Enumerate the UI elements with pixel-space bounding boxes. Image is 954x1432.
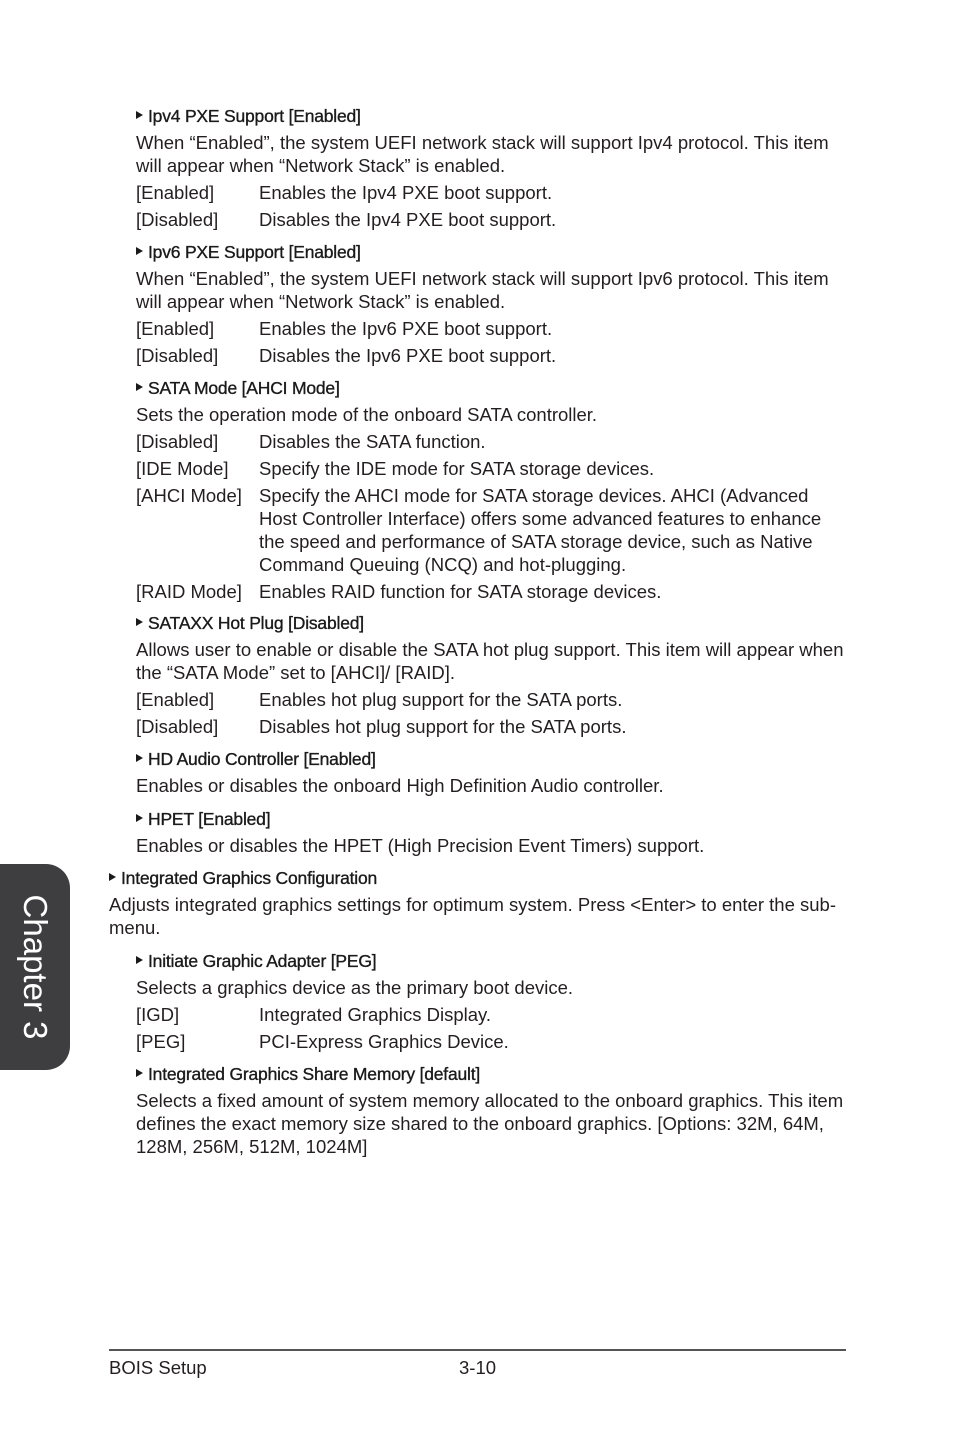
option-value: Specify the IDE mode for SATA storage devices. [259, 458, 655, 479]
option-row [136, 1003, 848, 1026]
page-number: 3-10 [459, 1357, 497, 1378]
option-key: [Enabled] [136, 182, 215, 203]
triangle-bullet-icon [136, 754, 143, 762]
triangle-bullet-icon [136, 383, 143, 391]
hpet-description: Enables or disables the HPET (High Precision Event Timers) support. [136, 835, 705, 856]
sata-mode-heading: SATA Mode [AHCI Mode] [148, 378, 340, 398]
option-key: [Enabled] [136, 689, 215, 710]
hd-audio-heading: HD Audio Controller [Enabled] [148, 749, 376, 769]
integrated-graphics-heading: Integrated Graphics Configuration [121, 868, 378, 888]
footer-section-title: BOIS Setup [109, 1357, 207, 1378]
option-row [136, 430, 848, 453]
option-row [136, 181, 848, 204]
ipv4-pxe-section [136, 105, 848, 231]
option-row [136, 317, 848, 340]
sata-hot-plug-heading: SATAXX Hot Plug [Disabled] [148, 613, 364, 633]
ipv4-pxe-heading: Ipv4 PXE Support [Enabled] [148, 106, 361, 126]
option-key: [RAID Mode] [136, 581, 242, 602]
option-key: [IGD] [136, 1004, 180, 1025]
chapter-tab-label: Chapter 3 [17, 894, 54, 1040]
sata-mode-section [136, 377, 848, 603]
option-key: [Disabled] [136, 431, 219, 452]
option-value: Enables the Ipv4 PXE boot support. [259, 182, 553, 203]
sata-hot-plug-section [136, 612, 848, 738]
option-value: Disables the SATA function. [259, 431, 486, 452]
triangle-bullet-icon [136, 814, 143, 822]
sata-mode-description: Sets the operation mode of the onboard SATA controller. [136, 404, 598, 425]
triangle-bullet-icon [136, 247, 143, 255]
integrated-graphics-description: Adjusts integrated graphics settings for optimum system. Press <Enter> to enter the sub-menu. [109, 894, 836, 938]
option-value: Specify the AHCI mode for SATA storage devices. AHCI (Advanced Host Controller Interface) offers some advanced features to enhance the speed and performance of SATA storage device, such as Native Command Queuing (NCQ) and hot-plugging. [259, 485, 822, 575]
option-key: [PEG] [136, 1031, 186, 1052]
option-key: [Disabled] [136, 716, 219, 737]
option-row [136, 715, 848, 738]
integrated-graphics-section [109, 867, 849, 939]
share-memory-section [136, 1063, 848, 1158]
ipv6-pxe-heading: Ipv6 PXE Support [Enabled] [148, 242, 361, 262]
option-row [136, 580, 848, 603]
option-row [136, 688, 848, 711]
share-memory-heading: Integrated Graphics Share Memory [default] [148, 1064, 481, 1084]
option-row [136, 1030, 848, 1053]
hd-audio-description: Enables or disables the onboard High Definition Audio controller. [136, 775, 664, 796]
option-value: PCI-Express Graphics Device. [259, 1031, 509, 1052]
option-value: Integrated Graphics Display. [259, 1004, 492, 1025]
ipv4-pxe-description: When “Enabled”, the system UEFI network stack will support Ipv4 protocol. This item will appear when “Network Stack” is enabled. [136, 132, 829, 176]
option-key: [Disabled] [136, 345, 219, 366]
hpet-heading: HPET [Enabled] [148, 809, 271, 829]
option-value: Enables hot plug support for the SATA ports. [259, 689, 623, 710]
triangle-bullet-icon [136, 618, 143, 626]
ipv6-pxe-description: When “Enabled”, the system UEFI network stack will support Ipv6 protocol. This item will appear when “Network Stack” is enabled. [136, 268, 829, 312]
graphic-adapter-heading: Initiate Graphic Adapter [PEG] [148, 951, 377, 971]
triangle-bullet-icon [136, 1069, 143, 1077]
graphic-adapter-description: Selects a graphics device as the primary boot device. [136, 977, 574, 998]
hpet-section [136, 808, 848, 857]
option-value: Disables the Ipv6 PXE boot support. [259, 345, 557, 366]
triangle-bullet-icon [109, 873, 116, 881]
option-row [136, 208, 848, 231]
chapter-tab [0, 864, 70, 1070]
option-value: Enables RAID function for SATA storage devices. [259, 581, 662, 602]
footer-divider [109, 1349, 846, 1351]
triangle-bullet-icon [136, 111, 143, 119]
ipv6-pxe-section [136, 241, 848, 367]
triangle-bullet-icon [136, 956, 143, 964]
option-key: [AHCI Mode] [136, 485, 242, 506]
option-row [136, 484, 848, 576]
sata-hot-plug-description: Allows user to enable or disable the SATA hot plug support. This item will appear when the “SATA Mode” set to [AHCI]/ [RAID]. [136, 639, 844, 683]
option-value: Disables the Ipv4 PXE boot support. [259, 209, 557, 230]
graphic-adapter-section [136, 950, 848, 1053]
option-row [136, 457, 848, 480]
option-key: [Enabled] [136, 318, 215, 339]
option-key: [IDE Mode] [136, 458, 229, 479]
option-key: [Disabled] [136, 209, 219, 230]
share-memory-description: Selects a fixed amount of system memory allocated to the onboard graphics. This item defines the exact memory size shared to the onboard graphics. [Options: 32M, 64M, 128M, 256M, 512M, 1024M] [136, 1090, 844, 1157]
option-value: Disables hot plug support for the SATA ports. [259, 716, 627, 737]
option-row [136, 344, 848, 367]
hd-audio-section [136, 748, 848, 797]
option-value: Enables the Ipv6 PXE boot support. [259, 318, 553, 339]
